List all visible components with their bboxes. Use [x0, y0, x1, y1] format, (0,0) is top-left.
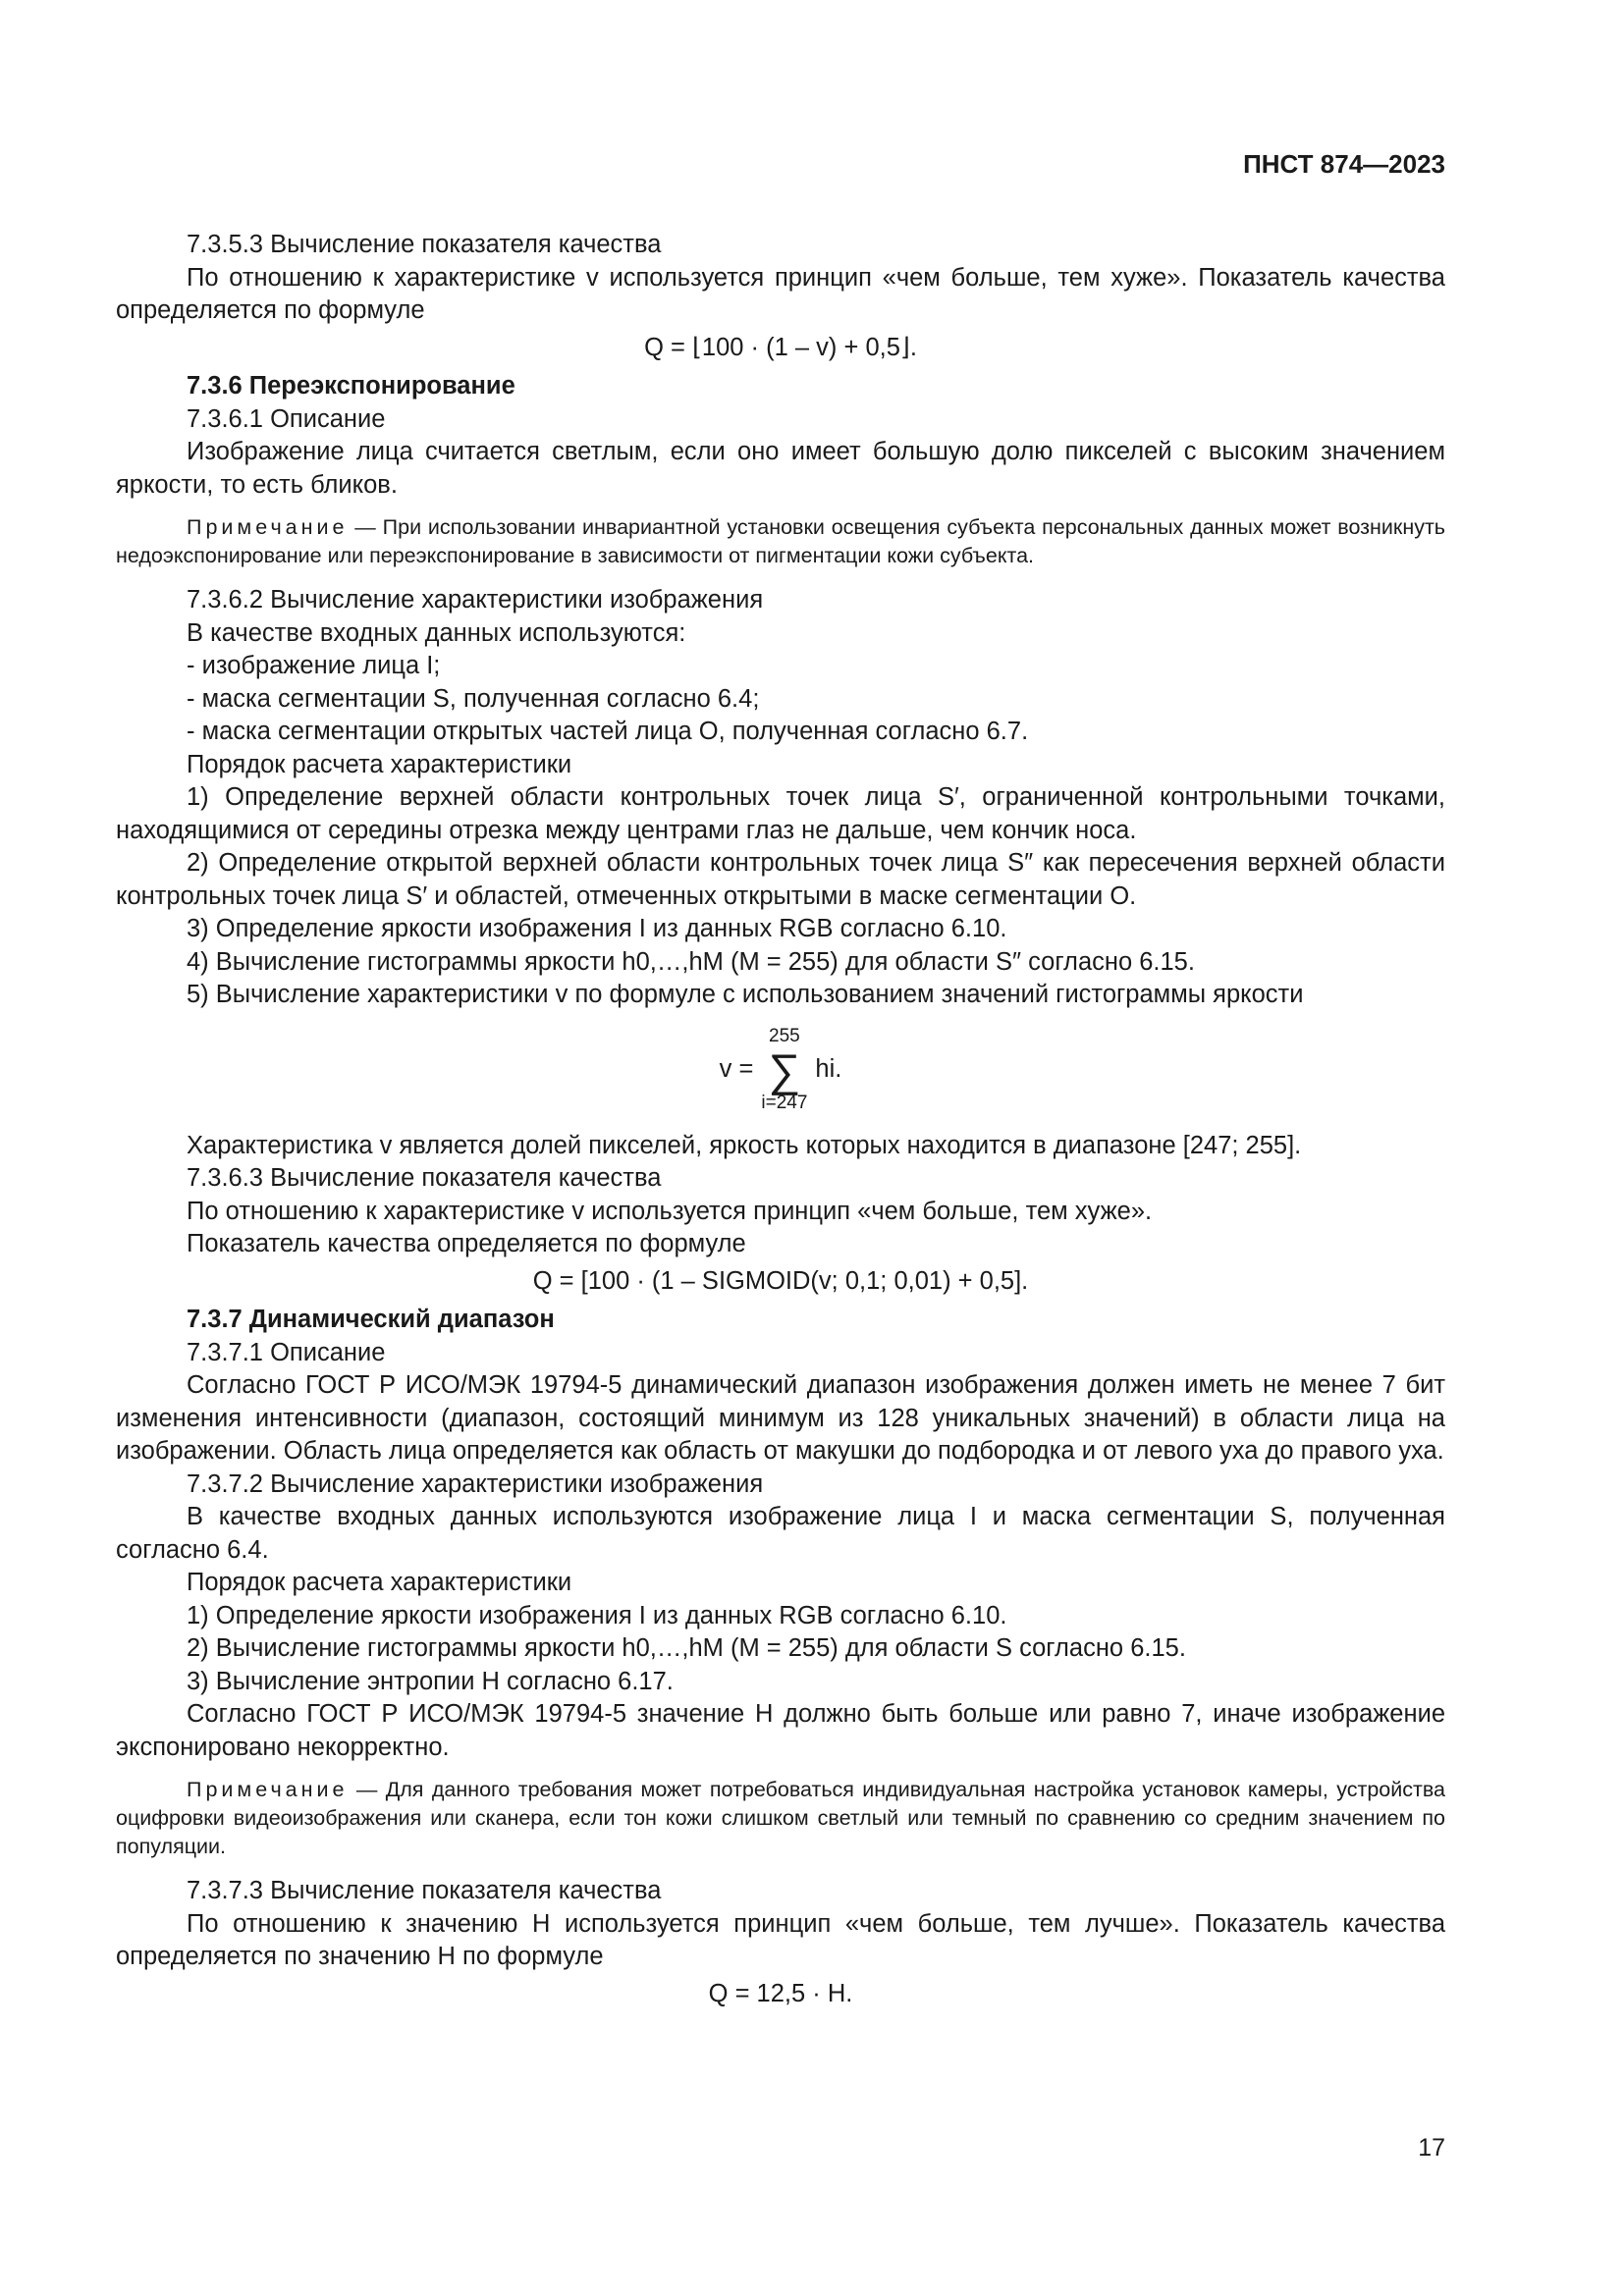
section-737-heading: 7.3.7 Динамический диапазон [187, 1306, 555, 1333]
document-page [116, 0, 1445, 2296]
note-1 [116, 513, 1445, 570]
section-7361-text: Изображение лица считается светлым, если оно имеет большую долю пикселей с высоким значением яркости, то есть бликов. [116, 438, 1445, 499]
note-1-text: — При использовании инвариантной установки освещения субъекта персональных данных может возникнуть недоэкспонирование или переэкспонирование в зависимости от пигментации кожи субъекта. [116, 515, 1445, 567]
step-item: 3) Определение яркости изображения I из данных RGB согласно 6.10. [187, 915, 1007, 942]
note-label: Примечание [187, 1778, 349, 1801]
step-item: 3) Вычисление энтропии H согласно 6.17. [187, 1667, 674, 1695]
order-label: Порядок расчета характеристики [187, 1569, 572, 1596]
input-item: - изображение лица I; [187, 652, 441, 679]
section-7372-input: В качестве входных данных используются изображение лица I и маска сегментации S, полученная согласно 6.4. [116, 1503, 1445, 1564]
section-7371-title: 7.3.7.1 Описание [187, 1338, 386, 1366]
section-7371-text: Согласно ГОСТ Р ИСО/МЭК 19794-5 динамический диапазон изображения должен иметь не менее 7 бит изменения интенсивности (диапазон, состоящий минимум из 128 уникальных значений) в области лица на изображении. Область лица определяется как область от макушки до подбородка и от левого уха до правого уха. [116, 1371, 1445, 1465]
section-7362-input: В качестве входных данных используются: [187, 618, 686, 647]
section-7363-title: 7.3.6.3 Вычисление показателя качества [187, 1164, 662, 1192]
sum-upper-limit: 255 [769, 1025, 800, 1046]
input-item: - маска сегментации S, полученная согласно 6.4; [187, 684, 760, 713]
note-2 [116, 1776, 1445, 1861]
step-item: 1) Определение яркости изображения I из данных RGB согласно 6.10. [187, 1601, 1007, 1629]
order-label: Порядок расчета характеристики [187, 750, 572, 778]
sum-lower-limit: i=247 [761, 1092, 808, 1113]
section-7361-title: 7.3.6.1 Описание [187, 404, 386, 433]
section-7373-text: По отношению к значению H используется принцип «чем больше, тем лучше». Показатель качества определяется по значению H по формуле [116, 1909, 1445, 1970]
step-item: 1) Определение верхней области контрольных точек лица S′, ограниченной контрольными точками, находящимися от середины отрезка между центрами глаз не дальше, чем кончик носа. [116, 783, 1445, 844]
summation-formula [116, 1020, 1445, 1120]
step-item: 5) Вычисление характеристики v по формуле с использованием значений гистограммы яркости [187, 981, 1304, 1008]
document-body [116, 229, 1445, 2016]
note-label: Примечание [187, 515, 349, 539]
formula-7373: Q = 12,5 · H. [708, 1979, 853, 2007]
formula-7353: Q = ⌊100 · (1 – v) + 0,5⌋. [644, 333, 917, 361]
section-7372-title: 7.3.7.2 Вычисление характеристики изображения [187, 1469, 764, 1498]
section-7353-title: 7.3.5.3 Вычисление показателя качества [187, 231, 662, 258]
section-7363-text: Показатель качества определяется по формуле [187, 1230, 746, 1257]
document-code: ПНСТ 874—2023 [1243, 149, 1445, 179]
section-736-heading: 7.3.6 Переэкспонирование [187, 372, 515, 400]
sum-operator [761, 1026, 807, 1114]
section-7362-conclusion: Характеристика v является долей пикселей, яркость которых находится в диапазоне [247; 255]. [187, 1131, 1302, 1159]
formula-7363: Q = [100 · (1 – SIGMOID(v; 0,1; 0,01) + 0,5]. [532, 1266, 1029, 1295]
section-7362-title: 7.3.6.2 Вычисление характеристики изображения [187, 586, 764, 614]
step-item: 4) Вычисление гистограммы яркости h0,…,hM (M = 255) для области S″ согласно 6.15. [187, 947, 1195, 976]
section-7353-text: По отношению к характеристике v используется принцип «чем больше, тем хуже». Показатель качества определяется по формуле [116, 263, 1445, 324]
step-item: 2) Определение открытой верхней области контрольных точек лица S″ как пересечения верхней области контрольных точек лица S′ и областей, отмеченных открытыми в маске сегментации O. [116, 849, 1445, 910]
sum-lhs: v = [719, 1054, 754, 1083]
step-item: 2) Вычисление гистограммы яркости h0,…,hM (M = 255) для области S согласно 6.15. [187, 1634, 1186, 1662]
sum-body: hi. [815, 1054, 842, 1083]
section-7373-title: 7.3.7.3 Вычисление показателя качества [187, 1877, 662, 1904]
page-number: 17 [1418, 2134, 1445, 2162]
input-item: - маска сегментации открытых частей лица O, полученная согласно 6.7. [187, 718, 1029, 745]
note-2-text: — Для данного требования может потребоваться индивидуальная настройка установок камеры, устройства оцифровки видеоизображения или сканера, если тон кожи слишком светлый или темный по сравнению со средним значением по популяции. [116, 1778, 1445, 1858]
section-7363-text: По отношению к характеристике v используется принцип «чем больше, тем хуже». [187, 1197, 1153, 1225]
section-7372-conclusion: Согласно ГОСТ Р ИСО/МЭК 19794-5 значение H должно быть больше или равно 7, иначе изображение экспонировано некорректно. [116, 1700, 1445, 1761]
sigma-symbol: ∑ [768, 1043, 801, 1095]
